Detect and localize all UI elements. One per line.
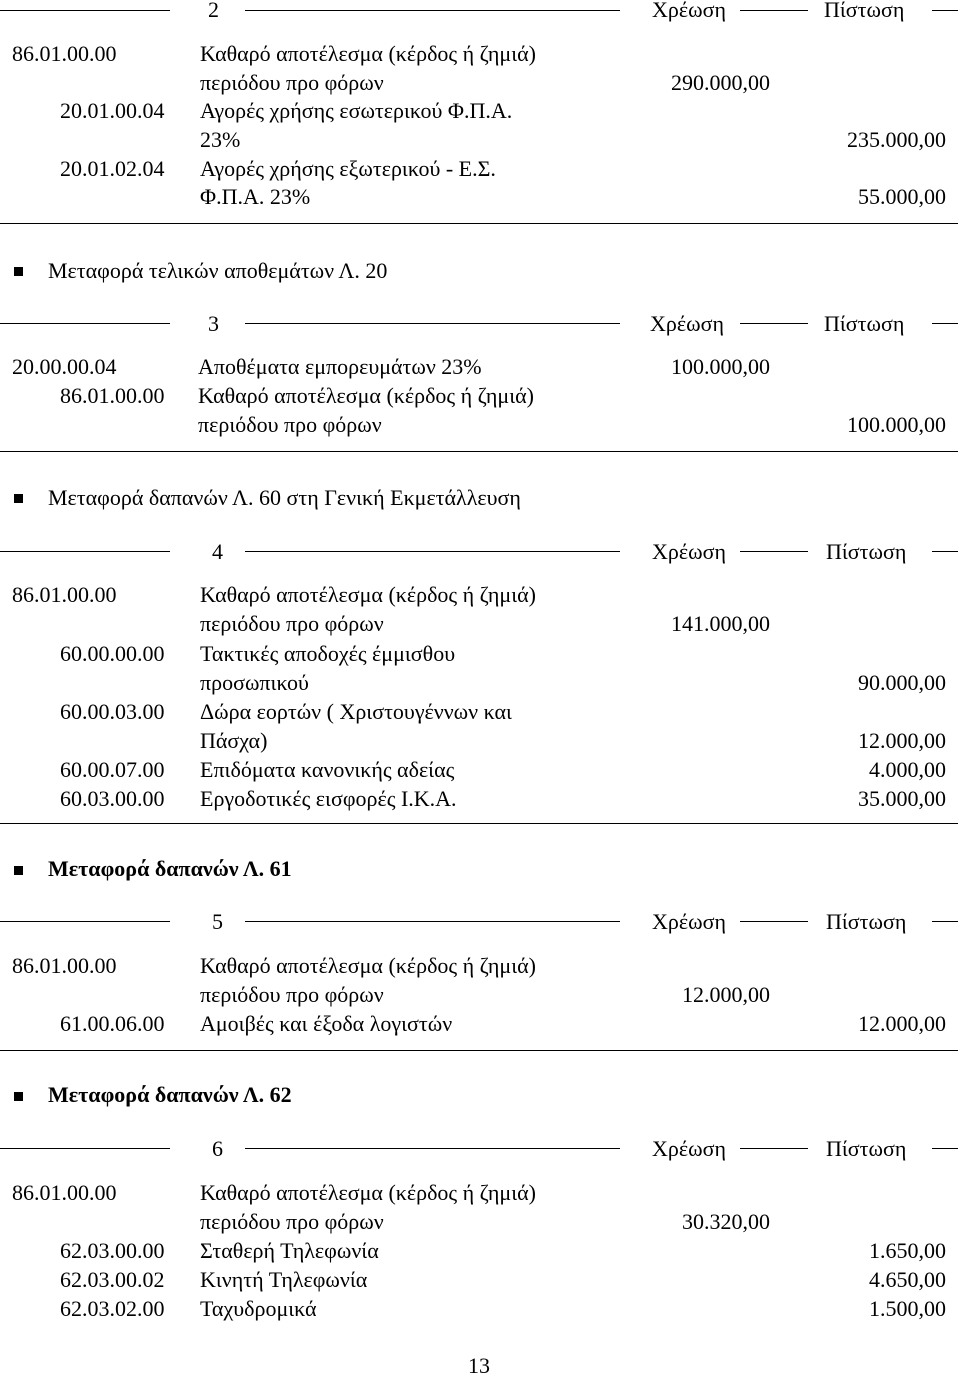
header-rule	[932, 10, 958, 11]
account-description: Φ.Π.Α. 23%	[200, 184, 311, 209]
account-description: Τακτικές αποδοχές έμμισθου	[200, 641, 456, 666]
account-code: 61.00.06.00	[60, 1011, 165, 1036]
debit-amount: 30.320,00	[682, 1209, 770, 1234]
entry-number: 3	[208, 311, 219, 336]
debit-label: Χρέωση	[652, 0, 726, 22]
debit-label: Χρέωση	[652, 1136, 726, 1161]
account-description: Επιδόματα κανονικής αδείας	[200, 757, 455, 782]
credit-amount: 12.000,00	[858, 1011, 946, 1036]
header-rule	[0, 10, 170, 11]
bullet-icon	[14, 1092, 23, 1101]
header-rule	[932, 551, 958, 552]
header-rule	[0, 323, 170, 324]
header-rule	[740, 10, 808, 11]
account-description: 23%	[200, 127, 241, 152]
header-rule	[0, 921, 170, 922]
credit-label: Πίστωση	[826, 909, 907, 934]
entry-closing-rule	[0, 823, 958, 824]
entry-number: 2	[208, 0, 219, 22]
section-heading: Μεταφορά τελικών αποθεμάτων Λ. 20	[48, 258, 388, 283]
credit-amount: 90.000,00	[858, 670, 946, 695]
credit-amount: 235.000,00	[847, 127, 946, 152]
header-rule	[245, 551, 620, 552]
header-rule	[740, 323, 808, 324]
debit-label: Χρέωση	[652, 909, 726, 934]
header-rule	[245, 921, 620, 922]
credit-label: Πίστωση	[826, 539, 907, 564]
header-rule	[740, 1148, 808, 1149]
header-rule	[740, 551, 808, 552]
debit-amount: 12.000,00	[682, 982, 770, 1007]
entry-number: 4	[212, 539, 223, 564]
account-code: 62.03.02.00	[60, 1296, 165, 1321]
credit-amount: 12.000,00	[858, 728, 946, 753]
account-description: περιόδου προ φόρων	[200, 1209, 384, 1234]
header-rule	[0, 1148, 170, 1149]
account-code: 60.00.00.00	[60, 641, 165, 666]
account-code: 20.01.02.04	[60, 156, 165, 181]
credit-label: Πίστωση	[826, 1136, 907, 1161]
credit-label: Πίστωση	[824, 311, 905, 336]
account-code: 86.01.00.00	[12, 582, 117, 607]
account-description: Αμοιβές και έξοδα λογιστών	[200, 1011, 453, 1036]
credit-amount: 4.000,00	[869, 757, 946, 782]
account-code: 86.01.00.00	[12, 953, 117, 978]
page-number: 13	[468, 1353, 490, 1378]
header-rule	[245, 323, 620, 324]
account-description: Ταχυδρομικά	[200, 1296, 317, 1321]
entry-closing-rule	[0, 1050, 958, 1051]
entry-closing-rule	[0, 451, 958, 452]
account-description: περιόδου προ φόρων	[200, 611, 384, 636]
bullet-icon	[14, 494, 23, 503]
account-description: περιόδου προ φόρων	[200, 982, 384, 1007]
header-rule	[740, 921, 808, 922]
account-code: 86.01.00.00	[12, 41, 117, 66]
section-heading: Μεταφορά δαπανών Λ. 61	[48, 856, 292, 881]
account-description: Καθαρό αποτέλεσμα (κέρδος ή ζημιά)	[200, 41, 536, 66]
header-rule	[932, 323, 958, 324]
header-rule	[932, 921, 958, 922]
account-description: περιόδου προ φόρων	[200, 70, 384, 95]
account-description: Σταθερή Τηλεφωνία	[200, 1238, 379, 1263]
account-code: 62.03.00.02	[60, 1267, 165, 1292]
account-description: Καθαρό αποτέλεσμα (κέρδος ή ζημιά)	[200, 582, 536, 607]
header-rule	[245, 1148, 620, 1149]
section-heading: Μεταφορά δαπανών Λ. 62	[48, 1082, 292, 1107]
account-description: Καθαρό αποτέλεσμα (κέρδος ή ζημιά)	[198, 383, 534, 408]
entry-number: 6	[212, 1136, 223, 1161]
debit-amount: 100.000,00	[671, 354, 770, 379]
credit-amount: 55.000,00	[858, 184, 946, 209]
account-code: 60.00.03.00	[60, 699, 165, 724]
header-rule	[0, 551, 170, 552]
account-description: Δώρα εορτών ( Χριστουγέννων και	[200, 699, 512, 724]
account-description: Καθαρό αποτέλεσμα (κέρδος ή ζημιά)	[200, 1180, 536, 1205]
account-code: 60.00.07.00	[60, 757, 165, 782]
credit-amount: 1.500,00	[869, 1296, 946, 1321]
credit-amount: 4.650,00	[869, 1267, 946, 1292]
account-code: 60.03.00.00	[60, 786, 165, 811]
account-code: 86.01.00.00	[12, 1180, 117, 1205]
credit-amount: 35.000,00	[858, 786, 946, 811]
account-code: 20.01.00.04	[60, 98, 165, 123]
entry-closing-rule	[0, 223, 958, 224]
credit-amount: 100.000,00	[847, 412, 946, 437]
entry-number: 5	[212, 909, 223, 934]
account-description: Εργοδοτικές εισφορές Ι.Κ.Α.	[200, 786, 457, 811]
account-description: Πάσχα)	[200, 728, 268, 753]
account-description: περιόδου προ φόρων	[198, 412, 382, 437]
account-code: 86.01.00.00	[60, 383, 165, 408]
account-description: Αγορές χρήσης εξωτερικού - Ε.Σ.	[200, 156, 496, 181]
credit-label: Πίστωση	[824, 0, 905, 22]
credit-amount: 1.650,00	[869, 1238, 946, 1263]
header-rule	[245, 10, 620, 11]
header-rule	[932, 1148, 958, 1149]
debit-label: Χρέωση	[650, 311, 724, 336]
bullet-icon	[14, 267, 23, 276]
account-code: 20.00.00.04	[12, 354, 117, 379]
bullet-icon	[14, 866, 23, 875]
account-code: 62.03.00.00	[60, 1238, 165, 1263]
debit-amount: 141.000,00	[671, 611, 770, 636]
account-description: Κινητή Τηλεφωνία	[200, 1267, 368, 1292]
account-description: Αγορές χρήσης εσωτερικού Φ.Π.Α.	[200, 98, 513, 123]
account-description: Αποθέματα εμπορευμάτων 23%	[198, 354, 482, 379]
debit-label: Χρέωση	[652, 539, 726, 564]
account-description: προσωπικού	[200, 670, 309, 695]
debit-amount: 290.000,00	[671, 70, 770, 95]
section-heading: Μεταφορά δαπανών Λ. 60 στη Γενική Εκμετάλλευση	[48, 485, 521, 510]
account-description: Καθαρό αποτέλεσμα (κέρδος ή ζημιά)	[200, 953, 536, 978]
